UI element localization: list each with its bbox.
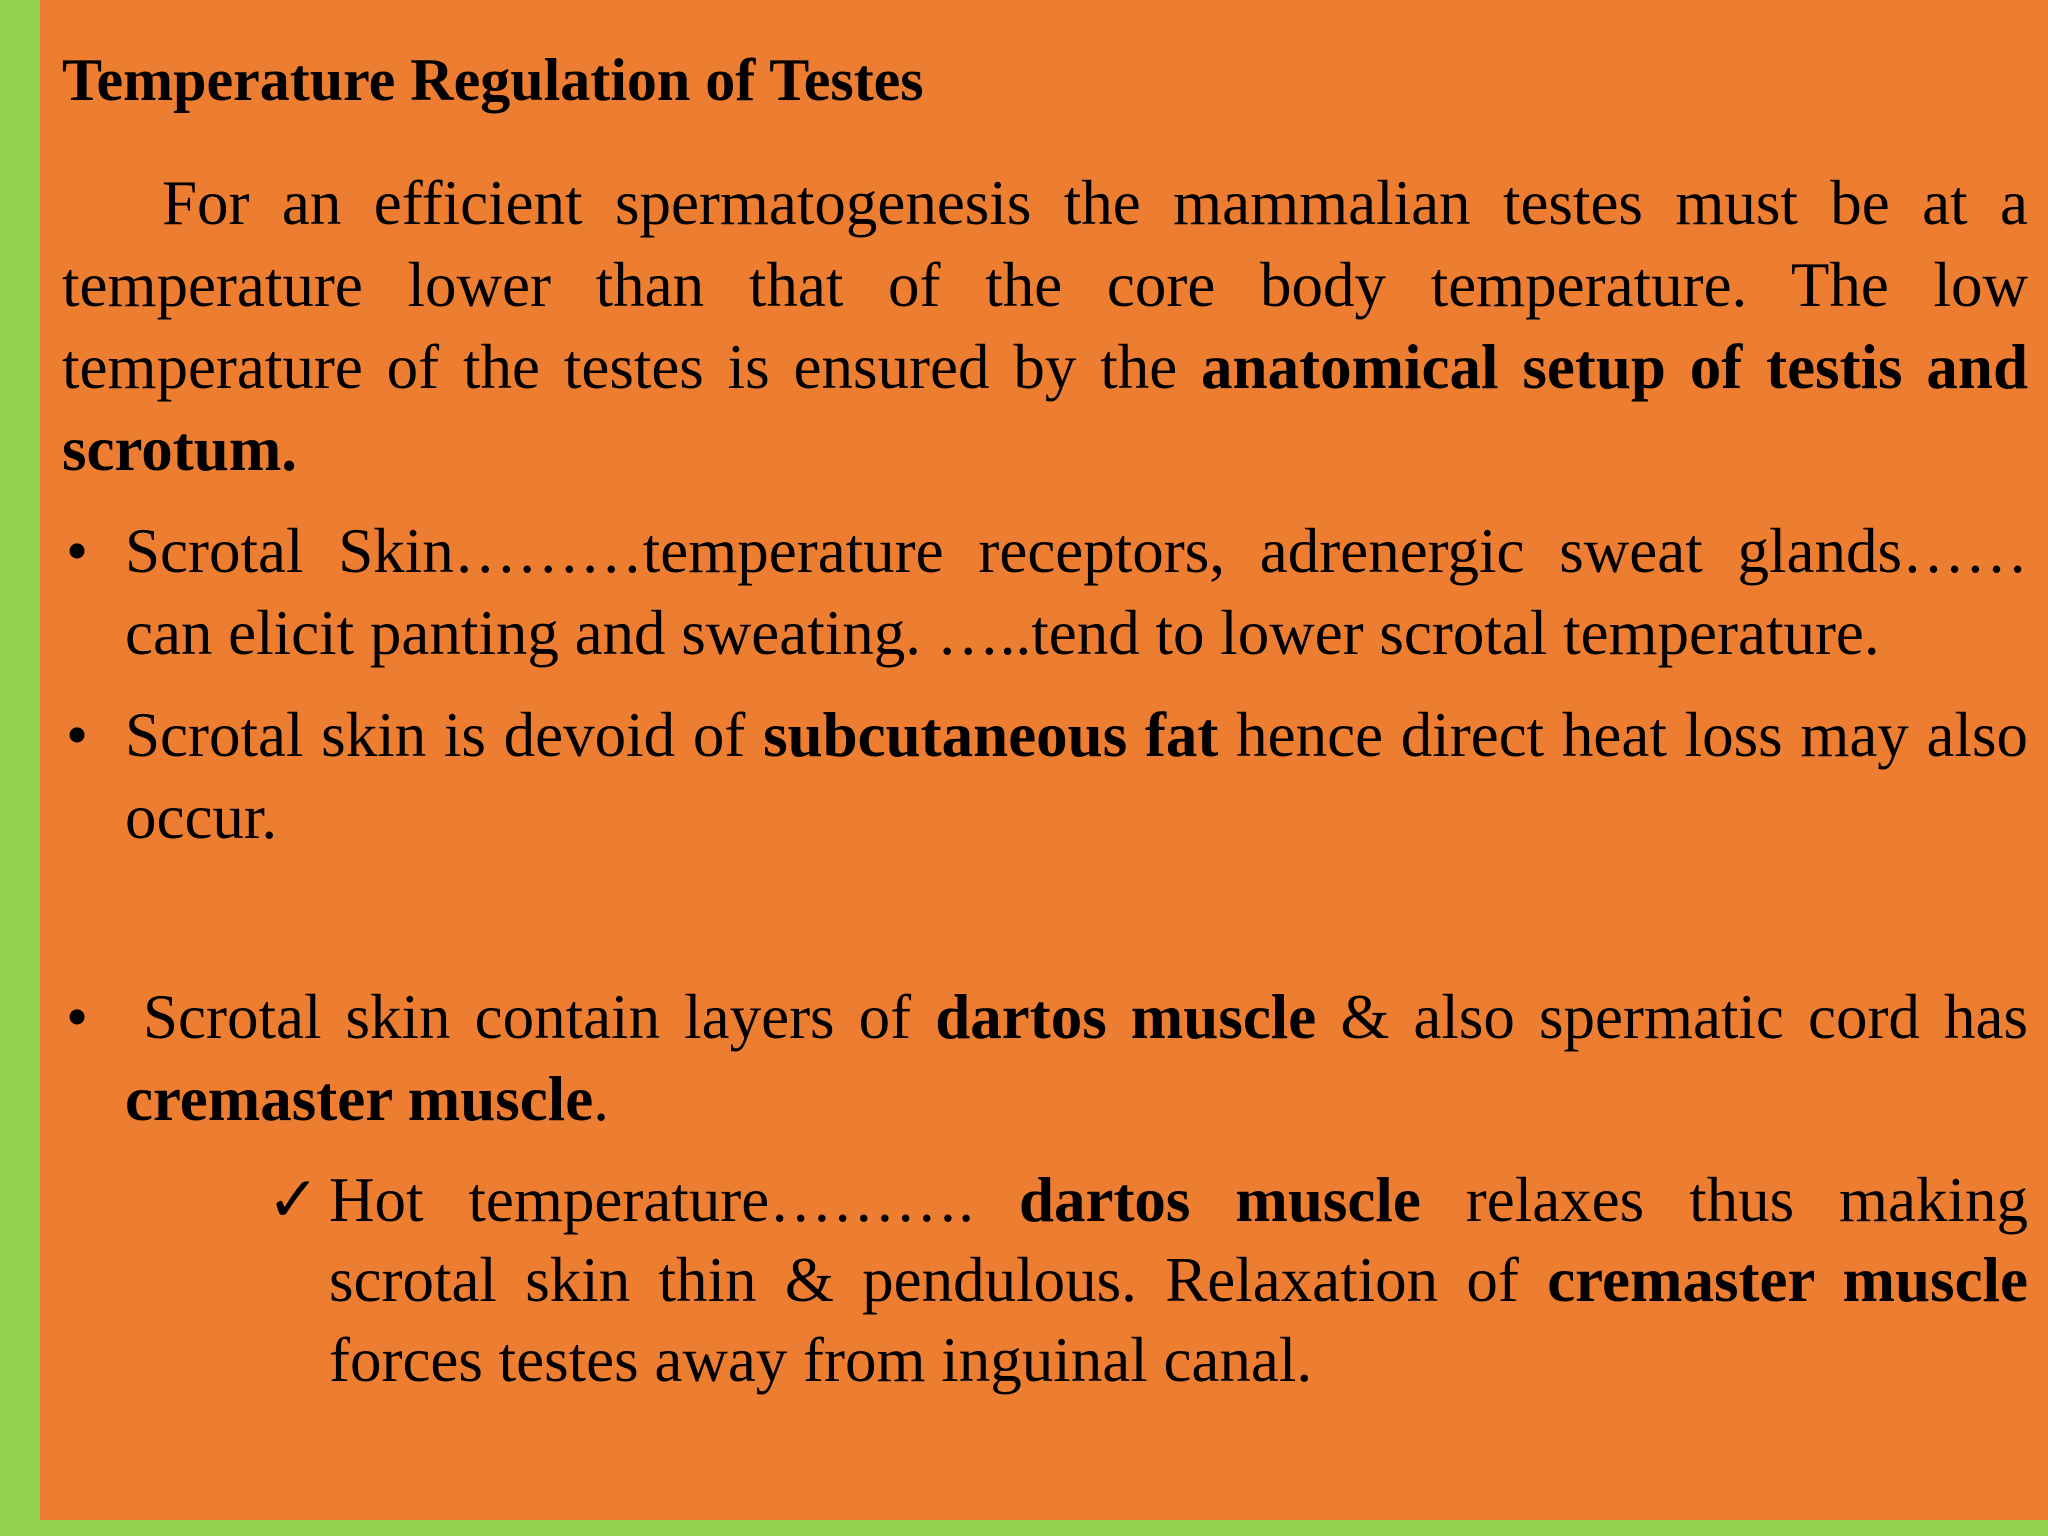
- sub-item-bold-text: cremaster muscle: [1547, 1245, 2028, 1315]
- slide-content: [40, 0, 2048, 1520]
- slide-title: Temperature Regulation of Testes: [62, 47, 924, 113]
- bullet-text-part: hence direct heat loss may also occur.: [125, 700, 2029, 852]
- bullet-item-dartos-cremaster: [62, 976, 2028, 1140]
- bullet-item-scrotal-skin-receptors: [62, 510, 2028, 674]
- bullet-bold-text: cremaster muscle: [125, 1064, 594, 1134]
- checkmark-icon: ✓: [267, 1165, 320, 1235]
- sub-item-bold-text: dartos muscle: [1018, 1165, 1421, 1235]
- bullet-bold-text: dartos muscle: [935, 982, 1317, 1052]
- bullet-icon: •: [65, 982, 89, 1052]
- sub-item-text: Hot temperature……….: [329, 1165, 1019, 1235]
- intro-text: For an efficient spermatogenesis the mammalian testes must be at a temperature lower than that of the core body temperature. The low temperature of the testes is ensured by the: [62, 168, 2028, 402]
- bullet-text: [125, 982, 2028, 1134]
- bullet-item-subcutaneous-fat: [62, 694, 2028, 858]
- bullet-bold-text: subcutaneous fat: [763, 700, 1219, 770]
- bullet-icon: •: [65, 700, 89, 770]
- intro-bold-text: anatomical setup of testis and scrotum.: [62, 332, 2029, 484]
- bullet-text-part: Scrotal skin is devoid of: [125, 700, 764, 770]
- bullet-text-part: & also spermatic cord has: [1316, 982, 2028, 1052]
- bullet-list: [62, 510, 2028, 1140]
- bullet-text: Scrotal Skin………temperature receptors, adrenergic sweat glands…… can elicit panting and sweating. …..tend to lower scrotal temperature.: [125, 516, 2028, 668]
- sub-item-text: relaxes thus making scrotal skin thin & pendulous. Relaxation of: [329, 1165, 2028, 1315]
- sub-item-text: forces testes away from inguinal canal.: [329, 1325, 1313, 1395]
- sub-item-hot-temperature: [267, 1160, 2028, 1400]
- bullet-text-part: .: [593, 1064, 609, 1134]
- bullet-icon: •: [65, 516, 89, 586]
- bullet-text: [125, 700, 2028, 852]
- bullet-text-part: Scrotal skin contain layers of: [143, 982, 936, 1052]
- intro-paragraph: [62, 162, 2028, 490]
